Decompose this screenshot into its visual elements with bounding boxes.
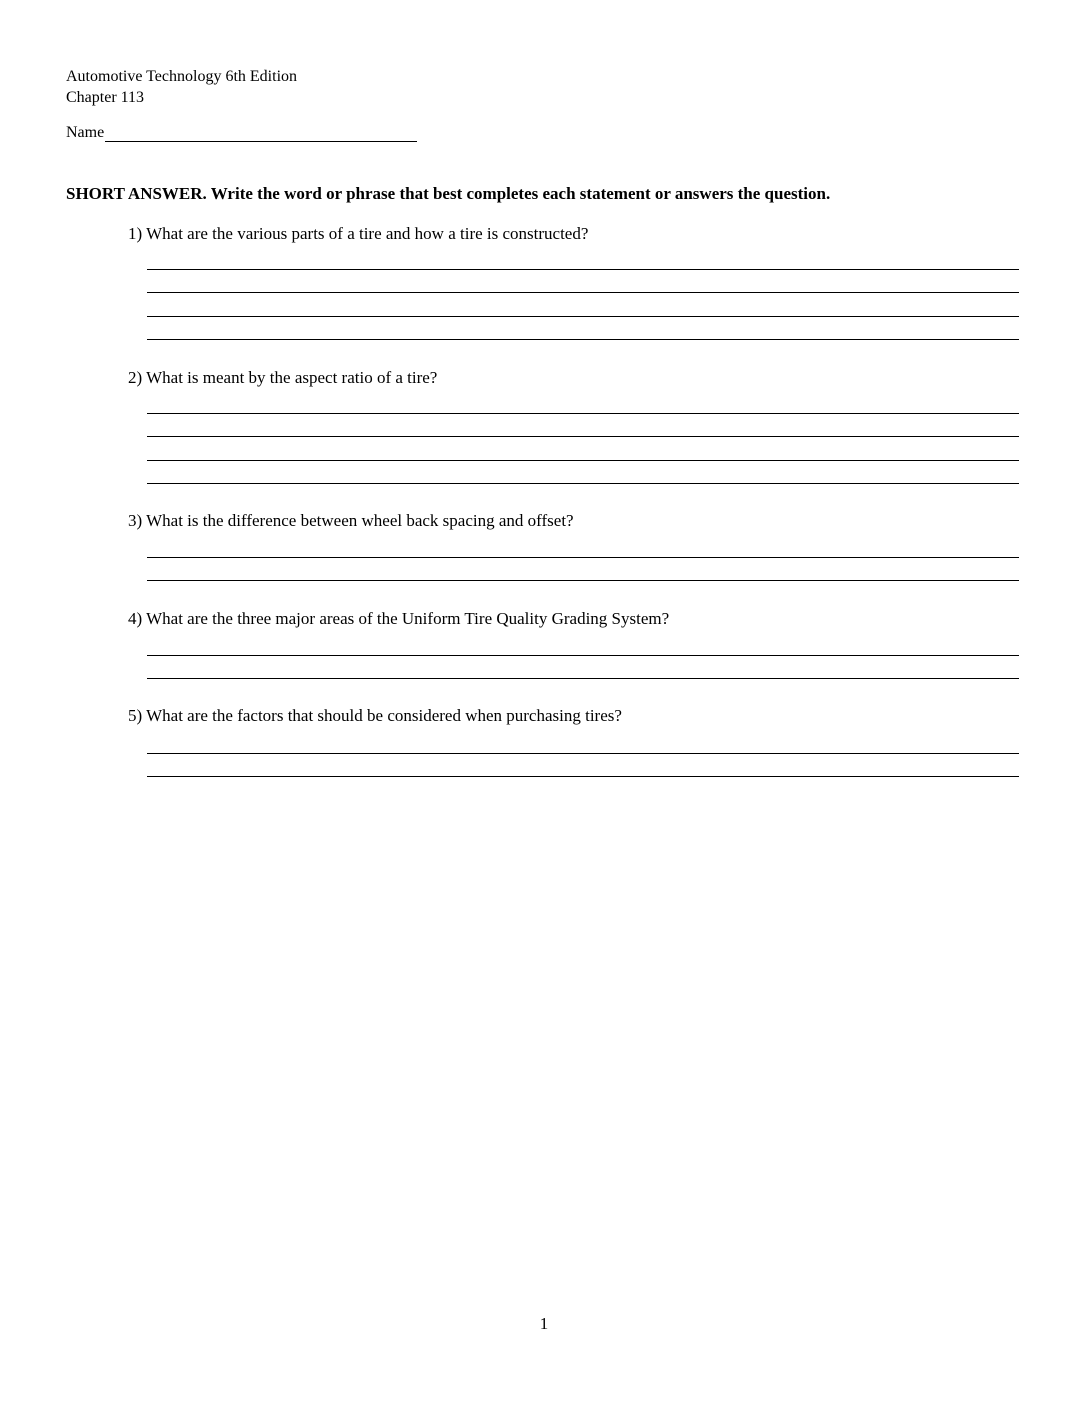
answer-line-2-2[interactable]: [147, 436, 1019, 437]
chapter-label: Chapter 113: [66, 89, 145, 106]
name-field: [66, 124, 417, 142]
answer-line-3-2[interactable]: [147, 580, 1019, 581]
name-label: Name: [66, 124, 105, 141]
book-title: Automotive Technology 6th Edition: [66, 68, 298, 85]
question-3: 3) What is the difference between wheel back spacing and offset?: [128, 511, 574, 530]
answer-line-1-4[interactable]: [147, 339, 1019, 340]
question-5: 5) What are the factors that should be considered when purchasing tires?: [128, 706, 622, 725]
document-header: [66, 66, 297, 108]
answer-line-3-1[interactable]: [147, 557, 1019, 558]
answer-line-5-1[interactable]: [147, 753, 1019, 754]
question-1: 1) What are the various parts of a tire and how a tire is constructed?: [128, 224, 589, 243]
question-4: 4) What are the three major areas of the Uniform Tire Quality Grading System?: [128, 609, 670, 628]
answer-line-5-2[interactable]: [147, 776, 1019, 777]
answer-line-2-1[interactable]: [147, 413, 1019, 414]
question-2: 2) What is meant by the aspect ratio of a tire?: [128, 368, 438, 387]
answer-line-2-3[interactable]: [147, 460, 1019, 461]
answer-line-1-2[interactable]: [147, 292, 1019, 293]
page-number: 1: [539, 1314, 549, 1333]
answer-line-1-3[interactable]: [147, 316, 1019, 317]
name-input-line[interactable]: [105, 124, 417, 142]
answer-line-4-2[interactable]: [147, 678, 1019, 679]
section-instructions: SHORT ANSWER. Write the word or phrase that best completes each statement or answers the question.: [66, 184, 831, 203]
answer-line-4-1[interactable]: [147, 655, 1019, 656]
answer-line-2-4[interactable]: [147, 483, 1019, 484]
answer-line-1-1[interactable]: [147, 269, 1019, 270]
